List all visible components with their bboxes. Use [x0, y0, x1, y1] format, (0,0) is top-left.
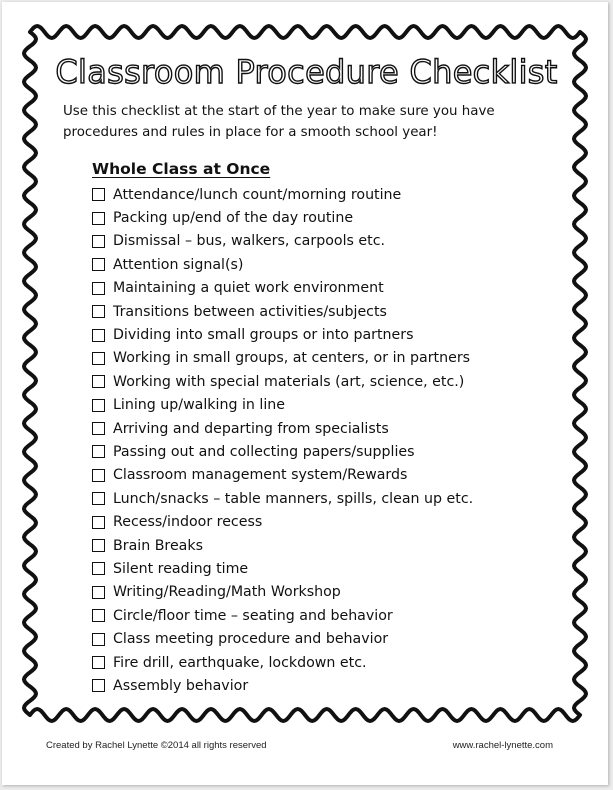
checklist-item[interactable]	[92, 277, 562, 300]
checklist-item-label: Writing/Reading/Math Workshop	[113, 584, 341, 601]
checklist-item-label: Transitions between activities/subjects	[113, 303, 387, 320]
checklist-item[interactable]	[92, 347, 562, 370]
checklist-item[interactable]	[92, 440, 562, 463]
checklist-item[interactable]	[92, 581, 562, 604]
checklist-item[interactable]	[92, 323, 562, 346]
website-footer: www.rachel-lynette.com	[452, 740, 553, 751]
empty-checkbox-icon[interactable]	[92, 329, 105, 342]
checklist-item[interactable]	[92, 230, 562, 253]
checklist-item[interactable]	[92, 370, 562, 393]
checklist-item-label: Dismissal – bus, walkers, carpools etc.	[113, 233, 386, 250]
checklist-item-label: Recess/indoor recess	[113, 514, 263, 531]
checklist-item-label: Working in small groups, at centers, or in partners	[113, 350, 471, 367]
checklist-item-label: Fire drill, earthquake, lockdown etc.	[113, 654, 367, 671]
empty-checkbox-icon[interactable]	[92, 539, 105, 552]
checklist-item-label: Classroom management system/Rewards	[113, 467, 408, 484]
empty-checkbox-icon[interactable]	[92, 445, 105, 458]
checklist-item-label: Silent reading time	[113, 560, 249, 577]
checklist-item[interactable]	[92, 206, 562, 229]
checklist-item-label: Circle/floor time – seating and behavior	[113, 607, 393, 624]
empty-checkbox-icon[interactable]	[92, 562, 105, 575]
checklist-item[interactable]	[92, 417, 562, 440]
checklist-item-label: Brain Breaks	[113, 537, 203, 554]
checklist-item-label: Lining up/walking in line	[113, 397, 286, 414]
empty-checkbox-icon[interactable]	[92, 609, 105, 622]
checklist-item[interactable]	[92, 300, 562, 323]
empty-checkbox-icon[interactable]	[92, 492, 105, 505]
empty-checkbox-icon[interactable]	[92, 235, 105, 248]
empty-checkbox-icon[interactable]	[92, 422, 105, 435]
checklist-item-label: Working with special materials (art, science, etc.)	[113, 373, 465, 390]
checklist-item[interactable]	[92, 394, 562, 417]
empty-checkbox-icon[interactable]	[92, 352, 105, 365]
checklist-item[interactable]	[92, 604, 562, 627]
checklist-item[interactable]	[92, 627, 562, 650]
checklist-item[interactable]	[92, 557, 562, 580]
empty-checkbox-icon[interactable]	[92, 282, 105, 295]
checklist-item[interactable]	[92, 534, 562, 557]
section-heading: Whole Class at Once	[92, 160, 271, 178]
checklist-item[interactable]	[92, 651, 562, 674]
empty-checkbox-icon[interactable]	[92, 258, 105, 271]
checklist-item-label: Dividing into small groups or into partners	[113, 327, 414, 344]
checklist-item-label: Passing out and collecting papers/supplies	[113, 443, 415, 460]
checklist-item-label: Packing up/end of the day routine	[113, 210, 354, 227]
empty-checkbox-icon[interactable]	[92, 305, 105, 318]
empty-checkbox-icon[interactable]	[92, 399, 105, 412]
checklist-item-label: Assembly behavior	[113, 677, 249, 694]
copyright-footer: Created by Rachel Lynette ©2014 all rights reserved	[46, 740, 267, 751]
empty-checkbox-icon[interactable]	[92, 516, 105, 529]
checklist-item-label: Lunch/snacks – table manners, spills, clean up etc.	[113, 490, 474, 507]
page-title: Classroom Procedure Checklist	[55, 53, 558, 91]
checklist-item[interactable]	[92, 510, 562, 533]
checklist-item[interactable]	[92, 487, 562, 510]
empty-checkbox-icon[interactable]	[92, 633, 105, 646]
checklist-item-label: Class meeting procedure and behavior	[113, 631, 389, 648]
empty-checkbox-icon[interactable]	[92, 375, 105, 388]
checklist-item[interactable]	[92, 253, 562, 276]
empty-checkbox-icon[interactable]	[92, 212, 105, 225]
procedure-checklist	[92, 183, 562, 698]
checklist-item-label: Maintaining a quiet work environment	[113, 280, 384, 297]
empty-checkbox-icon[interactable]	[92, 469, 105, 482]
empty-checkbox-icon[interactable]	[92, 656, 105, 669]
intro-text: Use this checklist at the start of the year to make sure you have procedures and rules in place for a smooth school year!	[63, 104, 495, 140]
checklist-item-label: Attendance/lunch count/morning routine	[113, 186, 402, 203]
empty-checkbox-icon[interactable]	[92, 188, 105, 201]
checklist-item-label: Arriving and departing from specialists	[113, 420, 389, 437]
empty-checkbox-icon[interactable]	[92, 679, 105, 692]
empty-checkbox-icon[interactable]	[92, 586, 105, 599]
checklist-item[interactable]	[92, 674, 562, 697]
checklist-item[interactable]	[92, 464, 562, 487]
checklist-item[interactable]	[92, 183, 562, 206]
checklist-item-label: Attention signal(s)	[113, 256, 244, 273]
